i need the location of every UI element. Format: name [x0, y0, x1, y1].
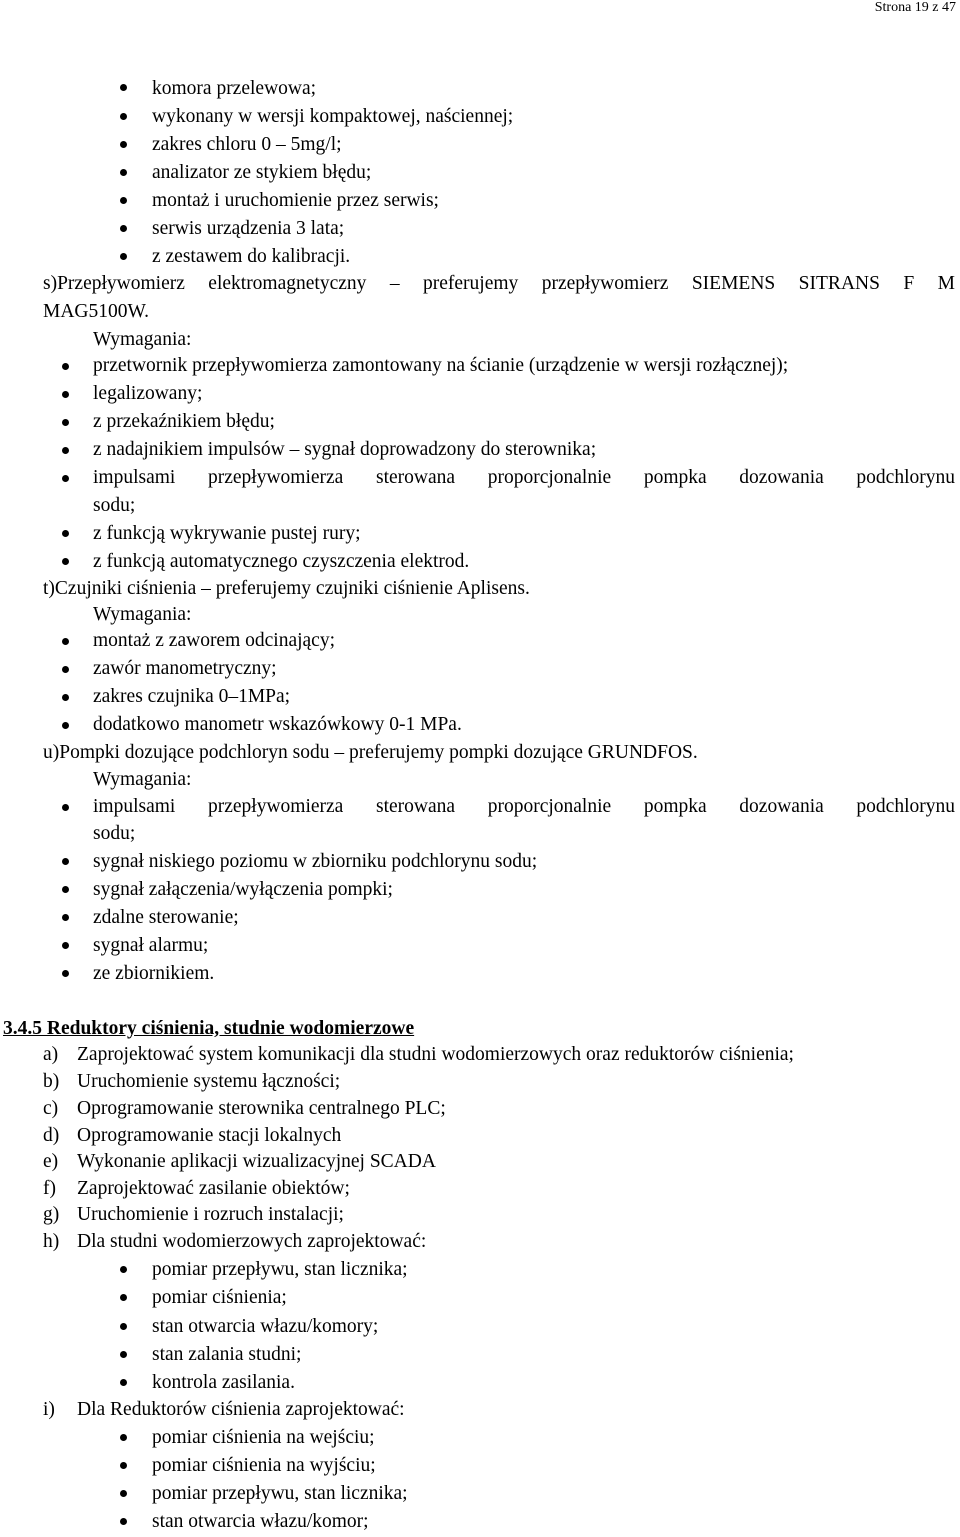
list-item: legalizowany;	[93, 383, 203, 404]
bullet-icon	[62, 914, 69, 921]
item-letter: h)	[43, 1231, 60, 1252]
item-text: Uruchomienie systemu łączności;	[77, 1071, 341, 1092]
item-letter: f)	[43, 1178, 56, 1199]
list-item: z przekaźnikiem błędu;	[93, 411, 275, 432]
bullet-icon	[62, 638, 69, 645]
bullet-icon	[62, 363, 69, 370]
bullet-icon	[62, 722, 69, 729]
bullet-icon	[120, 169, 127, 176]
sub-list-item: pomiar ciśnienia na wejściu;	[152, 1427, 375, 1448]
sub-list-item: pomiar przepływu, stan licznika;	[152, 1259, 408, 1280]
item-text: Wykonanie aplikacji wizualizacyjnej SCADA	[77, 1151, 436, 1172]
bullet-icon	[62, 858, 69, 865]
list-item: ze zbiornikiem.	[93, 963, 215, 984]
item-letter: g)	[43, 1204, 60, 1225]
item-letter: b)	[43, 1071, 60, 1092]
bullet-icon	[62, 391, 69, 398]
item-text: Dla studni wodomierzowych zaprojektować:	[77, 1231, 427, 1252]
bullet-icon	[120, 197, 127, 204]
list-item-cont: sodu;	[93, 495, 136, 516]
item-text: Zaprojektować zasilanie obiektów;	[77, 1178, 350, 1199]
bullet-icon	[62, 419, 69, 426]
sub-list-item: pomiar ciśnienia;	[152, 1287, 287, 1308]
bullet-icon	[62, 530, 69, 537]
bullet-icon	[120, 225, 127, 232]
bullet-icon	[62, 970, 69, 977]
bullet-icon	[62, 666, 69, 673]
bullet-icon	[120, 1323, 127, 1330]
bullet-icon	[120, 1379, 127, 1386]
list-item-cont: sodu;	[93, 823, 136, 844]
item-letter: c)	[43, 1098, 59, 1119]
section-u-heading: u)Pompki dozujące podchloryn sodu – preferujemy pompki dozujące GRUNDFOS.	[43, 742, 698, 763]
item-letter: a)	[43, 1044, 59, 1065]
bullet-icon	[120, 1266, 127, 1273]
list-item: z zestawem do kalibracji.	[152, 246, 351, 267]
bullet-icon	[120, 1490, 127, 1497]
sub-list-item: stan zalania studni;	[152, 1344, 302, 1365]
list-item: zakres czujnika 0–1MPa;	[93, 686, 291, 707]
section-s-heading: s)Przepływomierz elektromagnetyczny – preferujemy przepływomierz SIEMENS SITRANS F M	[43, 273, 955, 294]
list-item: sygnał załączenia/wyłączenia pompki;	[93, 879, 393, 900]
item-letter: e)	[43, 1151, 59, 1172]
section-s-heading-cont: MAG5100W.	[43, 301, 149, 322]
bullet-icon	[62, 942, 69, 949]
sub-list-item: pomiar przepływu, stan licznika;	[152, 1483, 408, 1504]
bullet-icon	[62, 694, 69, 701]
list-item: z nadajnikiem impulsów – sygnał doprowadzony do sterownika;	[93, 439, 597, 460]
list-item: montaż i uruchomienie przez serwis;	[152, 190, 439, 211]
bullet-icon	[62, 447, 69, 454]
bullet-icon	[120, 84, 127, 91]
list-item: z funkcją wykrywanie pustej rury;	[93, 523, 361, 544]
list-item: zakres chloru 0 – 5mg/l;	[152, 134, 342, 155]
item-text: Oprogramowanie stacji lokalnych	[77, 1125, 342, 1146]
requirements-label: Wymagania:	[93, 604, 192, 625]
bullet-icon	[62, 558, 69, 565]
sub-list-item: kontrola zasilania.	[152, 1372, 295, 1393]
bullet-icon	[120, 141, 127, 148]
bullet-icon	[120, 1462, 127, 1469]
list-item: komora przelewowa;	[152, 78, 317, 99]
bullet-icon	[62, 804, 69, 811]
bullet-icon	[120, 1351, 127, 1358]
item-text: Uruchomienie i rozruch instalacji;	[77, 1204, 344, 1225]
sub-list-item: stan otwarcia włazu/komory;	[152, 1316, 379, 1337]
item-text: Zaprojektować system komunikacji dla studni wodomierzowych oraz reduktorów ciśnienia;	[77, 1044, 794, 1065]
list-item: impulsami przepływomierza sterowana proporcjonalnie pompka dozowania podchlorynu	[93, 796, 955, 817]
sub-list-item: pomiar ciśnienia na wyjściu;	[152, 1455, 376, 1476]
sub-list-item: stan otwarcia włazu/komor;	[152, 1511, 369, 1532]
list-item: zawór manometryczny;	[93, 658, 277, 679]
item-text: Oprogramowanie sterownika centralnego PLC;	[77, 1098, 446, 1119]
page-number: Strona 19 z 47	[874, 0, 956, 15]
item-letter: d)	[43, 1125, 60, 1146]
bullet-icon	[120, 1434, 127, 1441]
list-item: zdalne sterowanie;	[93, 907, 239, 928]
item-letter: i)	[43, 1399, 55, 1420]
list-item: sygnał alarmu;	[93, 935, 209, 956]
item-text: Dla Reduktorów ciśnienia zaprojektować:	[77, 1399, 405, 1420]
bullet-icon	[62, 475, 69, 482]
list-item: dodatkowo manometr wskazówkowy 0-1 MPa.	[93, 714, 462, 735]
bullet-icon	[120, 253, 127, 260]
requirements-label: Wymagania:	[93, 769, 192, 790]
list-item: przetwornik przepływomierza zamontowany na ścianie (urządzenie w wersji rozłącznej);	[93, 355, 789, 376]
list-item: sygnał niskiego poziomu w zbiorniku podchlorynu sodu;	[93, 851, 538, 872]
list-item: analizator ze stykiem błędu;	[152, 162, 372, 183]
list-item: wykonany w wersji kompaktowej, naściennej;	[152, 106, 514, 127]
section-t-heading: t)Czujniki ciśnienia – preferujemy czujniki ciśnienie Aplisens.	[43, 578, 530, 599]
requirements-label: Wymagania:	[93, 329, 192, 350]
section-title: 3.4.5 Reduktory ciśnienia, studnie wodomierzowe	[3, 1018, 415, 1039]
list-item: serwis urządzenia 3 lata;	[152, 218, 345, 239]
list-item: z funkcją automatycznego czyszczenia elektrod.	[93, 551, 470, 572]
bullet-icon	[120, 113, 127, 120]
list-item: impulsami przepływomierza sterowana proporcjonalnie pompka dozowania podchlorynu	[93, 467, 955, 488]
bullet-icon	[120, 1518, 127, 1525]
bullet-icon	[62, 886, 69, 893]
bullet-icon	[120, 1294, 127, 1301]
list-item: montaż z zaworem odcinający;	[93, 630, 336, 651]
